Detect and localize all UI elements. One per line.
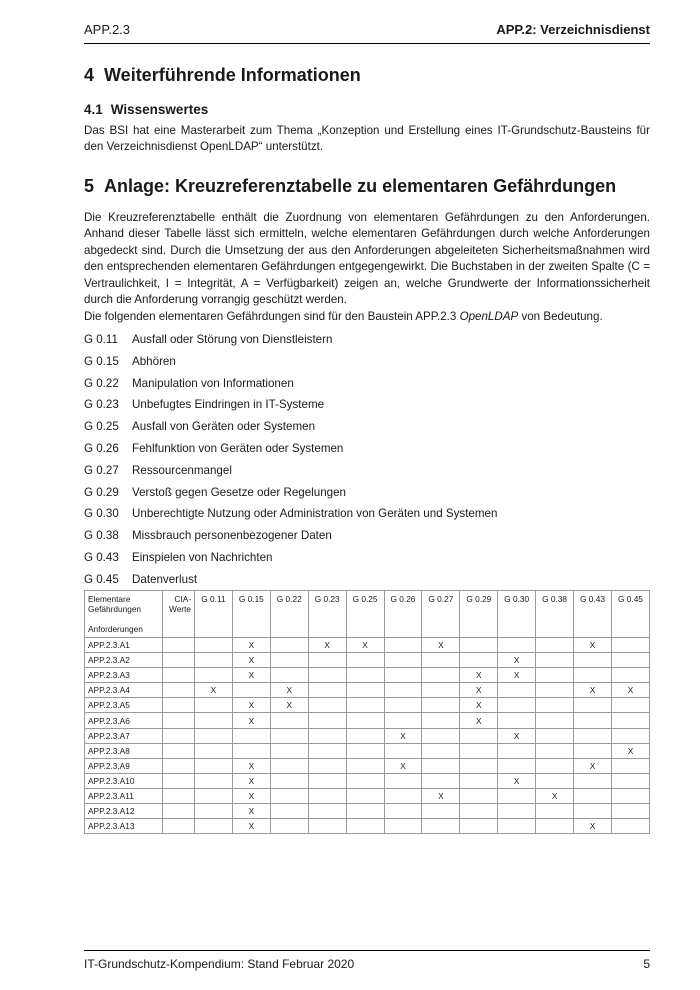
cia-cell	[163, 713, 195, 728]
mapping-cell	[384, 773, 422, 788]
mapping-cell: X	[384, 758, 422, 773]
threat-item	[84, 442, 497, 464]
mapping-cell: X	[384, 728, 422, 743]
threat-label: Ausfall von Geräten oder Systemen	[132, 420, 316, 434]
mapping-cell	[270, 743, 308, 758]
threat-column-header: G 0.29	[460, 591, 498, 638]
mapping-cell	[384, 638, 422, 653]
mapping-cell	[346, 713, 384, 728]
mapping-cell	[460, 728, 498, 743]
mapping-cell	[536, 698, 574, 713]
mapping-cell	[308, 788, 346, 803]
mapping-cell	[195, 668, 233, 683]
mapping-cell	[346, 653, 384, 668]
threat-label: Einspielen von Nachrichten	[132, 550, 273, 564]
mapping-cell	[460, 773, 498, 788]
mapping-cell	[611, 773, 649, 788]
footer-publication: IT-Grundschutz-Kompendium: Stand Februar 2020	[84, 957, 355, 971]
mapping-cell	[384, 743, 422, 758]
mapping-cell	[611, 698, 649, 713]
mapping-cell	[460, 743, 498, 758]
mapping-cell	[384, 698, 422, 713]
table-row	[85, 638, 650, 653]
cia-cell	[163, 698, 195, 713]
mapping-cell: X	[232, 638, 270, 653]
mapping-cell	[346, 788, 384, 803]
header-requirements-cell: Elementare Gefährdungen Anforderungen	[85, 591, 163, 638]
mapping-cell	[498, 758, 536, 773]
mapping-cell	[346, 773, 384, 788]
cia-cell	[163, 819, 195, 834]
table-row	[85, 728, 650, 743]
threat-code: G 0.27	[84, 463, 119, 477]
threat-column-header: G 0.11	[195, 591, 233, 638]
threat-column-header: G 0.38	[536, 591, 574, 638]
mapping-cell: X	[460, 713, 498, 728]
requirement-cell: APP.2.3.A6	[85, 713, 163, 728]
mapping-cell: X	[232, 819, 270, 834]
mapping-cell: X	[574, 683, 612, 698]
mapping-cell	[384, 804, 422, 819]
mapping-cell	[308, 804, 346, 819]
mapping-cell	[611, 804, 649, 819]
mapping-cell: X	[346, 638, 384, 653]
mapping-cell	[384, 713, 422, 728]
mapping-cell	[498, 819, 536, 834]
mapping-cell	[308, 728, 346, 743]
mapping-cell: X	[270, 683, 308, 698]
threat-item	[84, 333, 497, 355]
threat-column-header: G 0.43	[574, 591, 612, 638]
mapping-cell	[308, 653, 346, 668]
table-row	[85, 819, 650, 834]
threat-code: G 0.23	[84, 398, 119, 412]
mapping-cell	[498, 683, 536, 698]
mapping-cell	[270, 653, 308, 668]
mapping-cell	[498, 788, 536, 803]
threat-column-header: G 0.23	[308, 591, 346, 638]
requirement-cell: APP.2.3.A1	[85, 638, 163, 653]
mapping-cell	[232, 743, 270, 758]
mapping-cell	[384, 653, 422, 668]
section-title: Weiterführende Informationen	[104, 65, 361, 85]
mapping-cell	[498, 743, 536, 758]
mapping-cell	[308, 819, 346, 834]
mapping-cell	[460, 819, 498, 834]
cia-cell	[163, 668, 195, 683]
mapping-cell	[422, 773, 460, 788]
threat-code: G 0.29	[84, 485, 119, 499]
mapping-cell: X	[460, 668, 498, 683]
threat-code: G 0.11	[84, 333, 118, 346]
mapping-cell	[611, 758, 649, 773]
mapping-cell	[574, 728, 612, 743]
table-row	[85, 758, 650, 773]
mapping-cell	[536, 819, 574, 834]
mapping-cell: X	[232, 713, 270, 728]
mapping-cell	[232, 683, 270, 698]
section-4-heading	[84, 65, 361, 86]
mapping-cell	[498, 804, 536, 819]
requirement-cell: APP.2.3.A10	[85, 773, 163, 788]
mapping-cell: X	[498, 773, 536, 788]
mapping-cell: X	[422, 788, 460, 803]
header-module-id: APP.2.3	[84, 22, 131, 37]
section-5-paragraph: Die Kreuzreferenztabelle enthält die Zuordnung von elementaren Gefährdungen zu den Anforderungen. Anhand dieser Tabelle lässt sich ermitteln, welche elementaren Gefährdungen durch welche Anforderungen abgedeckt sind. Durch die Umsetzung der aus den Anforderungen abgeleiteten Sicherheitsmaßnahmen wird den entsprechenden elementaren Gefährdungen entgegengewirkt. Die Buchstaben in der zweiten Spalte (C = Vertraulichkeit, I = Integrität, A = Verfügbarkeit) zeigen an, welche Grundwerte der Informationssicherheit durch die Anforderung vorrangig geschützt werden.	[84, 211, 650, 307]
table-row	[85, 698, 650, 713]
mapping-cell	[536, 743, 574, 758]
mapping-cell: X	[611, 683, 649, 698]
mapping-cell	[384, 788, 422, 803]
cia-cell	[163, 728, 195, 743]
section-number: 4	[84, 65, 95, 85]
mapping-cell	[422, 713, 460, 728]
mapping-cell	[308, 713, 346, 728]
mapping-cell	[270, 804, 308, 819]
mapping-cell	[346, 668, 384, 683]
page-header	[84, 22, 650, 37]
section-5-heading	[84, 176, 616, 197]
cia-cell	[163, 804, 195, 819]
threat-label: Ausfall oder Störung von Dienstleistern	[132, 333, 333, 346]
threat-label: Fehlfunktion von Geräten oder Systemen	[132, 441, 344, 455]
mapping-cell	[536, 653, 574, 668]
mapping-cell: X	[232, 698, 270, 713]
threat-code: G 0.30	[84, 507, 119, 521]
section-4-1-paragraph: Das BSI hat eine Masterarbeit zum Thema „Konzeption und Erstellung eines IT-Grundschutz-Bausteins für den Verzeichnisdienst OpenLDAP“ unterstützt.	[84, 124, 650, 154]
threat-label: Missbrauch personenbezogener Daten	[132, 529, 332, 543]
cia-cell	[163, 743, 195, 758]
header-divider	[84, 43, 650, 44]
mapping-cell	[460, 638, 498, 653]
subsection-number: 4.1	[84, 102, 103, 117]
mapping-cell	[308, 668, 346, 683]
mapping-cell	[270, 728, 308, 743]
mapping-cell	[195, 713, 233, 728]
table-row	[85, 804, 650, 819]
footer-divider	[84, 950, 650, 951]
mapping-cell	[346, 683, 384, 698]
mapping-cell: X	[308, 638, 346, 653]
threat-column-header: G 0.15	[232, 591, 270, 638]
mapping-cell	[460, 653, 498, 668]
threat-column-header: G 0.22	[270, 591, 308, 638]
mapping-cell	[536, 758, 574, 773]
mapping-cell	[611, 668, 649, 683]
mapping-cell	[195, 728, 233, 743]
mapping-cell	[422, 743, 460, 758]
mapping-cell: X	[270, 698, 308, 713]
mapping-cell: X	[232, 668, 270, 683]
threat-code: G 0.22	[84, 376, 119, 390]
threat-column-header: G 0.26	[384, 591, 422, 638]
mapping-cell: X	[498, 653, 536, 668]
mapping-cell	[574, 788, 612, 803]
mapping-cell: X	[574, 819, 612, 834]
mapping-cell	[232, 728, 270, 743]
table-row	[85, 788, 650, 803]
threat-list	[84, 333, 497, 595]
threat-column-header: G 0.27	[422, 591, 460, 638]
threat-column-header: G 0.25	[346, 591, 384, 638]
page-number: 5	[643, 957, 650, 971]
mapping-cell	[574, 698, 612, 713]
mapping-cell	[611, 653, 649, 668]
mapping-cell	[346, 743, 384, 758]
mapping-cell	[536, 713, 574, 728]
threat-item	[84, 398, 497, 420]
mapping-cell	[346, 758, 384, 773]
threat-label: Unbefugtes Eindringen in IT-Systeme	[132, 398, 325, 412]
section-4-1-heading	[84, 102, 208, 117]
mapping-cell	[195, 638, 233, 653]
threat-item	[84, 529, 497, 551]
threat-item	[84, 464, 497, 486]
mapping-cell	[346, 819, 384, 834]
mapping-cell	[422, 698, 460, 713]
cia-cell	[163, 788, 195, 803]
mapping-cell	[384, 683, 422, 698]
mapping-cell	[195, 758, 233, 773]
mapping-cell	[422, 683, 460, 698]
mapping-cell	[270, 819, 308, 834]
mapping-cell	[460, 804, 498, 819]
threat-label: Abhören	[132, 354, 176, 368]
threat-item	[84, 355, 497, 377]
mapping-cell	[536, 683, 574, 698]
requirement-cell: APP.2.3.A4	[85, 683, 163, 698]
mapping-cell	[611, 788, 649, 803]
mapping-cell	[574, 713, 612, 728]
threat-label: Datenverlust	[132, 572, 198, 586]
mapping-cell	[422, 819, 460, 834]
mapping-cell	[574, 743, 612, 758]
table-row	[85, 713, 650, 728]
header-cia-cell: CIA-Werte	[163, 591, 195, 638]
mapping-cell: X	[232, 758, 270, 773]
mapping-cell	[574, 773, 612, 788]
threat-label: Ressourcenmangel	[132, 463, 232, 477]
module-name: OpenLDAP	[459, 310, 519, 323]
mapping-cell: X	[422, 638, 460, 653]
mapping-cell: X	[574, 758, 612, 773]
threat-code: G 0.25	[84, 420, 119, 434]
mapping-cell	[346, 698, 384, 713]
subsection-title: Wissenswertes	[110, 102, 209, 117]
mapping-cell	[270, 773, 308, 788]
threat-label: Verstoß gegen Gesetze oder Regelungen	[132, 485, 346, 499]
mapping-cell	[611, 638, 649, 653]
mapping-cell	[498, 713, 536, 728]
requirement-cell: APP.2.3.A12	[85, 804, 163, 819]
mapping-cell: X	[536, 788, 574, 803]
mapping-cell: X	[498, 728, 536, 743]
mapping-cell	[422, 653, 460, 668]
cia-cell	[163, 773, 195, 788]
mapping-cell	[460, 788, 498, 803]
cia-cell	[163, 653, 195, 668]
mapping-cell	[611, 819, 649, 834]
mapping-cell	[422, 758, 460, 773]
mapping-cell	[195, 819, 233, 834]
threat-label: Manipulation von Informationen	[132, 376, 294, 390]
threat-code: G 0.45	[84, 572, 119, 586]
mapping-cell	[574, 668, 612, 683]
requirement-cell: APP.2.3.A7	[85, 728, 163, 743]
mapping-cell	[611, 728, 649, 743]
mapping-cell	[536, 804, 574, 819]
mapping-cell: X	[232, 773, 270, 788]
mapping-cell	[536, 638, 574, 653]
mapping-cell	[270, 713, 308, 728]
threat-code: G 0.43	[84, 550, 119, 564]
mapping-cell	[308, 773, 346, 788]
mapping-cell: X	[574, 638, 612, 653]
mapping-cell	[308, 683, 346, 698]
cia-cell	[163, 683, 195, 698]
section-title: Anlage: Kreuzreferenztabelle zu elementaren Gefährdungen	[104, 176, 617, 196]
requirement-cell: APP.2.3.A2	[85, 653, 163, 668]
mapping-cell	[611, 713, 649, 728]
threat-code: G 0.15	[84, 354, 119, 368]
mapping-cell	[308, 698, 346, 713]
threat-item	[84, 420, 497, 442]
threat-code: G 0.38	[84, 529, 119, 543]
table-row	[85, 743, 650, 758]
threat-column-header: G 0.30	[498, 591, 536, 638]
table-row	[85, 683, 650, 698]
mapping-cell	[536, 773, 574, 788]
mapping-cell	[422, 804, 460, 819]
table-header-row	[85, 591, 650, 638]
mapping-cell	[270, 668, 308, 683]
requirement-cell: APP.2.3.A13	[85, 819, 163, 834]
mapping-cell: X	[460, 698, 498, 713]
threat-label: Unberechtigte Nutzung oder Administration von Geräten und Systemen	[132, 507, 498, 521]
mapping-cell: X	[498, 668, 536, 683]
cross-reference-table	[84, 590, 650, 834]
threat-item	[84, 377, 497, 399]
threat-item	[84, 507, 497, 529]
requirement-cell: APP.2.3.A11	[85, 788, 163, 803]
threat-column-header: G 0.45	[611, 591, 649, 638]
mapping-cell	[195, 804, 233, 819]
mapping-cell	[346, 804, 384, 819]
mapping-cell	[460, 758, 498, 773]
section-number: 5	[84, 176, 95, 196]
table-row	[85, 653, 650, 668]
mapping-cell	[422, 668, 460, 683]
mapping-cell	[422, 728, 460, 743]
mapping-cell	[536, 728, 574, 743]
threat-item	[84, 551, 497, 573]
mapping-cell: X	[232, 788, 270, 803]
requirement-cell: APP.2.3.A3	[85, 668, 163, 683]
mapping-cell	[270, 788, 308, 803]
mapping-cell	[270, 638, 308, 653]
mapping-cell	[498, 638, 536, 653]
mapping-cell	[195, 788, 233, 803]
mapping-cell	[346, 728, 384, 743]
cia-cell	[163, 638, 195, 653]
mapping-cell	[536, 668, 574, 683]
mapping-cell	[574, 804, 612, 819]
mapping-cell	[308, 758, 346, 773]
mapping-cell: X	[460, 683, 498, 698]
threats-intro: Die folgenden elementaren Gefährdungen sind für den Baustein APP.2.3 OpenLDAP von Bedeutung.	[84, 310, 603, 323]
mapping-cell	[498, 698, 536, 713]
mapping-cell	[574, 653, 612, 668]
mapping-cell	[384, 819, 422, 834]
threat-item	[84, 486, 497, 508]
cia-cell	[163, 758, 195, 773]
requirement-cell: APP.2.3.A9	[85, 758, 163, 773]
mapping-cell	[195, 698, 233, 713]
table-row	[85, 773, 650, 788]
page-footer	[84, 957, 650, 971]
mapping-cell	[308, 743, 346, 758]
mapping-cell: X	[232, 804, 270, 819]
requirement-cell: APP.2.3.A5	[85, 698, 163, 713]
mapping-cell	[384, 668, 422, 683]
requirement-cell: APP.2.3.A8	[85, 743, 163, 758]
mapping-cell	[195, 743, 233, 758]
mapping-cell: X	[611, 743, 649, 758]
table-body	[85, 638, 650, 834]
mapping-cell	[195, 773, 233, 788]
header-chapter-title: APP.2: Verzeichnisdienst	[496, 22, 650, 37]
mapping-cell	[270, 758, 308, 773]
mapping-cell	[195, 653, 233, 668]
mapping-cell: X	[195, 683, 233, 698]
mapping-cell: X	[232, 653, 270, 668]
threat-code: G 0.26	[84, 441, 119, 455]
table-row	[85, 668, 650, 683]
